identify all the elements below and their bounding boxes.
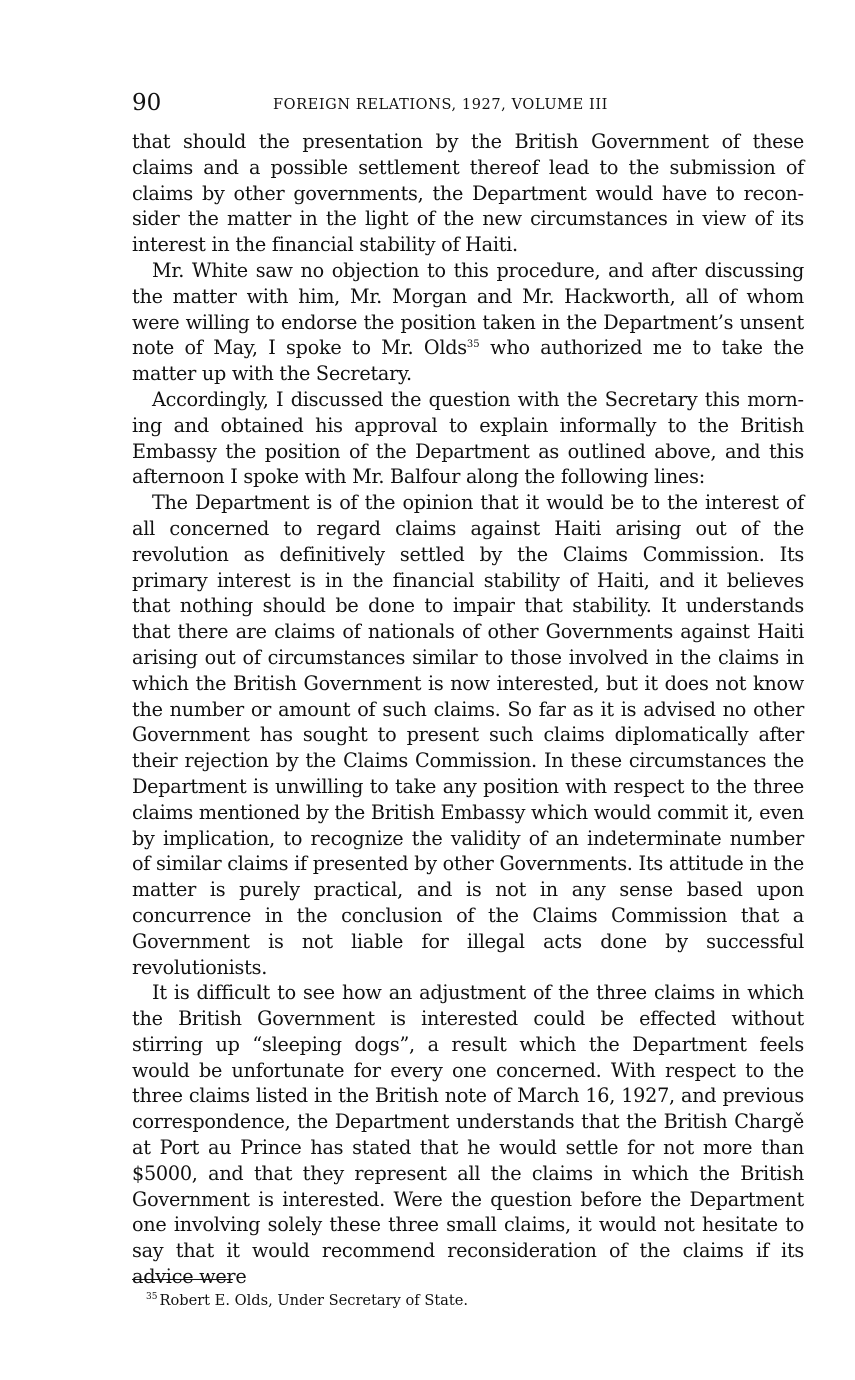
paragraph-5: It is difficult to see how an adjustment of the three claims in which the British Government is interested could be effected without stirring up “sleeping dogs”, a result which the Department feels would be unfortunate for every one concerned. With respect to the three claims listed in the British note of March 16, 1927, and previous correspondence, the Department understands that the British Chargě at Port au Prince has stated that he would settle for not more than $5000, and that they represent all the claims in which the British Government is interested. Were the question before the Department one involving solely these three small claims, it would not hesitate to say that it would recommend reconsideration of the claims if its advice were [132, 981, 804, 1289]
footnote-divider [132, 1279, 233, 1280]
page-header [132, 86, 804, 120]
paragraph-2-text: Mr. White saw no objection to this procedure, and after discussing the matter with him, Mr. Morgan and Mr. Hackworth, all of whom were willing to endorse the position taken in the Department’s unsent note of May, I spoke to Mr. Olds [132, 258, 804, 360]
footnote-text: Robert E. Olds, Under Secretary of State. [159, 1292, 469, 1309]
paragraph-2 [132, 258, 804, 387]
footnote [146, 1289, 468, 1313]
paragraph-1: that should the presentation by the British Government of these claims and a possible settlement thereof lead to the submission of claims by other governments, the Department would have to reconsider the matter in the light of the new circumstances in view of its interest in the financial stability of Haiti. [132, 130, 804, 257]
running-head: FOREIGN RELATIONS, 1927, VOLUME III [273, 97, 608, 113]
body-text [132, 129, 804, 1290]
footnote-marker: 35 [146, 1292, 158, 1302]
page-number: 90 [132, 90, 162, 116]
paragraph-3: Accordingly, I discussed the question with the Secretary this morning and obtained his approval to explain informally to the British Embassy the position of the Department as outlined above, and this afternoon I spoke with Mr. Balfour along the following lines: [132, 387, 804, 489]
footnote-reference: 35 [466, 339, 480, 351]
paragraph-4: The Department is of the opinion that it would be to the interest of all concerned to regard claims against Haiti arising out of the revolution as definitively settled by the Claims Commission. Its primary interest is in the financial stability of Haiti, and it believes that nothing should be done to impair that stability. It understands that there are claims of nationals of other Governments against Haiti arising out of circumstances similar to those involved in the claims in which the British Government is now interested, but it does not know the number or amount of such claims. So far as it is advised no other Government has sought to present such claims diplomatically after their rejection by the Claims Commission. In these circumstances the Department is unwilling to take any position with respect to the three claims mentioned by the British Embassy which would commit it, even by implication, to recognize the validity of an indeterminate number of similar claims if presented by other Governments. Its attitude in the matter is purely practical, and is not in any sense based upon concurrence in the conclusion of the Claims Commission that a Government is not liable for illegal acts done by successful revolutionists. [132, 491, 804, 979]
paragraph-2-text-end: who authorized me to take the matter up with the Secretary. [132, 336, 804, 386]
